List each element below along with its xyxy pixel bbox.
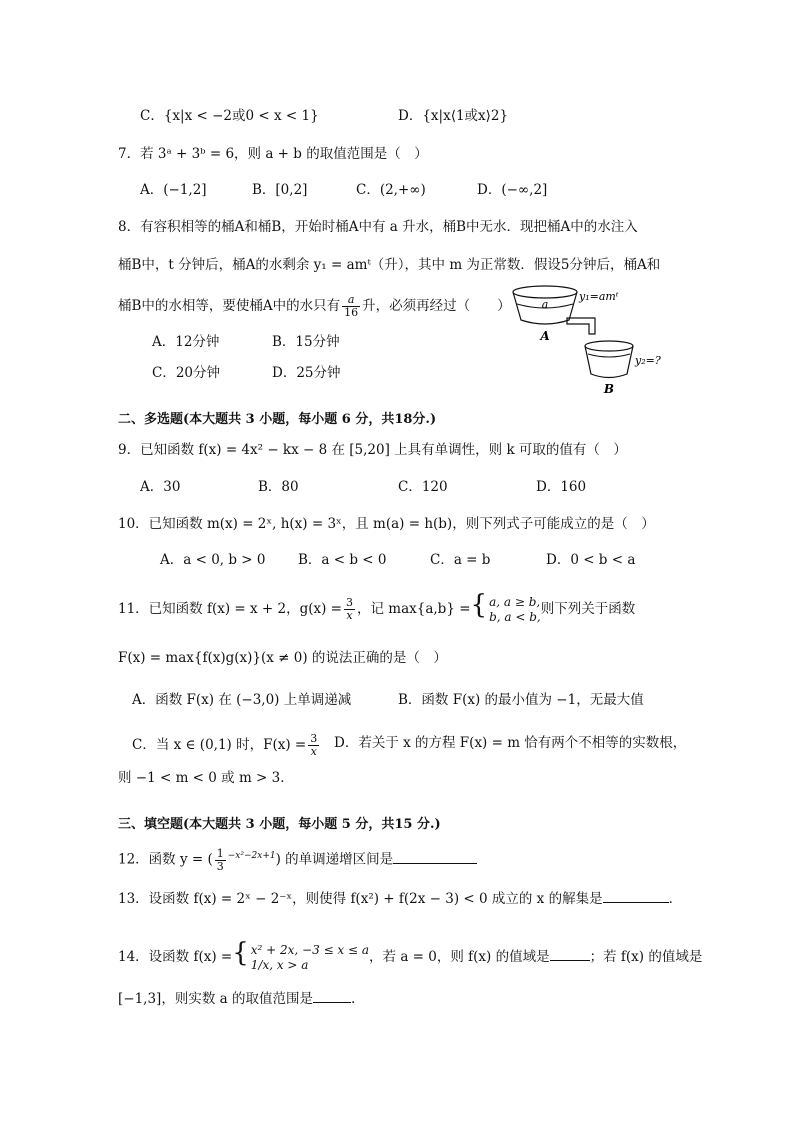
y2-label: y₂=? [635, 354, 661, 367]
q14-answer-blank-1 [550, 946, 590, 961]
q8-option-a: A．12分钟 [152, 334, 220, 350]
q10-stem: 10．已知函数 m(x) = 2ˣ, h(x) = 3ˣ，且 m(a) = h(b)，则下列式子可能成立的是（ ） [118, 516, 655, 532]
q9-option-a: A．30 [140, 479, 181, 495]
q9-stem: 9．已知函数 f(x) = 4x² − kx − 8 在 [5,20] 上具有单调性，则 k 可取的值有（ ） [118, 442, 627, 458]
q14-stem: 14．设函数 f(x) ={ x² + 2x, −3 ≤ x ≤ a 1/x, x > a ，若 a = 0，则 f(x) 的值域是 ；若 f(x) 的值域是 [118, 938, 703, 972]
q8-line-1: 8．有容积相等的桶A和桶B，开始时桶A中有 a 升水，桶B中无水．现把桶A中的水注入 [118, 219, 638, 235]
q8-option-b: B．15分钟 [272, 334, 340, 350]
q11-option-b: B．函数 F(x) 的最小值为 −1，无最大值 [398, 692, 644, 708]
q14-line-2: [−1,3]，则实数 a 的取值范围是 . [118, 988, 355, 1009]
q10-option-c: C．a = b [430, 552, 491, 568]
q8-line-2: 桶B中，t 分钟后，桶A的水剩余 y₁ = amᵗ（升），其中 m 为正常数．假设5分钟后，桶A和 [118, 257, 661, 273]
q7-option-b: B．[0,2] [252, 182, 308, 198]
bucket-b-label: B [603, 382, 615, 396]
pipe-icon [567, 318, 595, 334]
q11-option-c: C．当 x ∈ (0,1) 时，F(x) = $\frac{3}{x}$ [132, 732, 318, 758]
q7-option-a: A．(−1,2] [140, 182, 207, 198]
brace-icon: { [470, 590, 488, 620]
q6-option-d: D．{x|x⟨1或x⟩2} [398, 108, 509, 124]
q7-option-d: D．(−∞,2] [477, 182, 548, 198]
bucket-figure [505, 282, 695, 397]
fraction-3-over-x-c: $\frac{3}{x}$ [310, 732, 318, 758]
q11-option-d: D．若关于 x 的方程 F(x) = m 恰有两个不相等的实数根， [334, 735, 687, 751]
section-3-heading: 三、填空题(本大题共 3 小题，每小题 5 分，共15 分.) [118, 817, 441, 832]
q14-answer-blank-2 [313, 988, 351, 1003]
q7-stem: 7．若 3ᵃ + 3ᵇ = 6，则 a + b 的取值范围是（ ） [118, 146, 428, 162]
q12-answer-blank [393, 849, 477, 864]
q9-option-b: B．80 [258, 479, 299, 495]
q9-option-d: D．160 [536, 479, 587, 495]
q7-option-c: C．(2,+∞) [356, 182, 426, 198]
bucket-b-icon [585, 341, 633, 378]
fraction-1-over-3: $\frac{1}{3}$ [216, 846, 224, 873]
q8-line-3: 桶B中的水相等，要使桶A中的水只有 $\frac{a}{16}$ 升，必须再经过（ ） [118, 293, 511, 319]
q12-stem: 12．函数 y = ( $\frac{1}{3}$ $^{-x^2-2x+1}$) 的单调递增区间是 [118, 846, 477, 873]
q8-option-c: C．20分钟 [152, 365, 221, 381]
brace-icon: { [232, 938, 249, 968]
q6-option-c: C．{x|x < −2或0 < x < 1} [140, 108, 319, 124]
q11-option-d-cont: 则 −1 < m < 0 或 m > 3． [118, 770, 294, 786]
bucket-a-water-label: a [541, 298, 549, 311]
q13-stem: 13．设函数 f(x) = 2ˣ − 2⁻ˣ，则使得 f(x²) + f(2x − 3) < 0 成立的 x 的解集是 ． [118, 888, 682, 909]
fraction-a-over-16: $\frac{a}{16}$ [344, 293, 359, 319]
bucket-a-label: A [540, 329, 550, 343]
q10-option-d: D．0 < b < a [546, 552, 636, 568]
q10-option-b: B．a < b < 0 [298, 552, 387, 568]
q11-option-a: A．函数 F(x) 在 (−3,0) 上单调递减 [132, 692, 352, 708]
q11-line-2: F(x) = max{f(x)g(x)}(x ≠ 0) 的说法正确的是（ ） [118, 650, 447, 666]
q10-option-a: A．a < 0, b > 0 [160, 552, 266, 568]
section-2-heading: 二、多选题(本大题共 3 小题，每小题 6 分，共18分.) [118, 412, 437, 427]
y1-label: y₁=amᵗ [579, 290, 619, 303]
q11-stem: 11．已知函数 f(x) = x + 2，g(x) = $\frac{3}{x}$ ，记 max{a,b} ={ a, a ≥ b, b, a < b, 则下列关于函数 [118, 590, 636, 624]
q8-option-d: D．25分钟 [272, 365, 341, 381]
f-piecewise: x² + 2x, −3 ≤ x ≤ a 1/x, x > a [250, 942, 370, 972]
q13-answer-blank [603, 888, 669, 903]
max-piecewise: a, a ≥ b, b, a < b, [489, 594, 541, 624]
fraction-3-over-x: $\frac{3}{x}$ [346, 596, 353, 622]
q9-option-c: C．120 [398, 479, 448, 495]
